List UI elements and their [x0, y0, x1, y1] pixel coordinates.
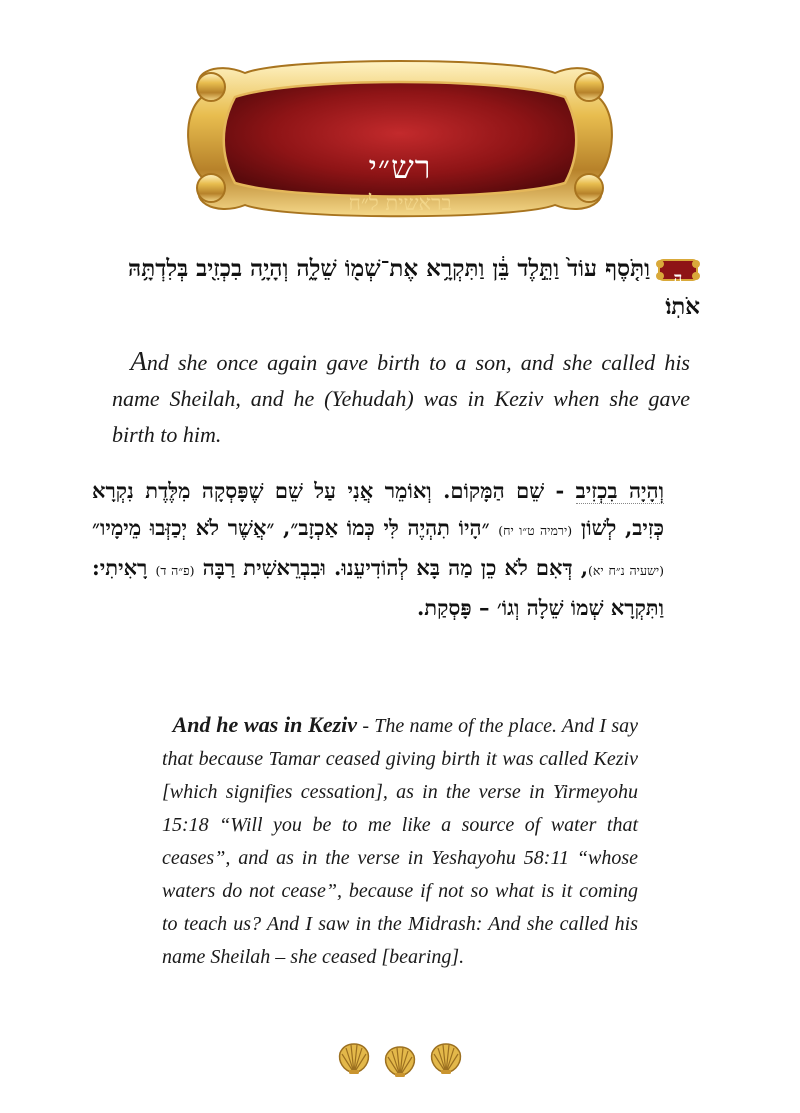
shell-icon — [337, 1043, 371, 1075]
commentary-ref-2: (ישעיה נ״ח יא) — [588, 563, 665, 578]
banner-title: רש״י — [368, 148, 432, 186]
verse-hebrew — [95, 250, 700, 326]
shell-ornament — [337, 1043, 463, 1077]
commentary-english-text: - The name of the place. And I say that because Tamar ceased giving birth it was called Keziv [which signifies cessation], as in the verse in Yirmeyohu 15:18 “Will you be to me like a source of water that ceases”, and as in the verse in Yeshayohu 58:11 “whose waters do not cease”, because if not so what is it coming to teach us? And I saw in the Midrash: And she called his name Sheilah – she ceased [bearing]. — [162, 715, 638, 968]
commentary-ref-3: (פ״ה ד) — [155, 563, 195, 578]
verse-hebrew-text: וַתֹּ֤סֶף עוֹד֙ וַתֵּ֣לֶד בֵּ֔ן וַתִּקְרָ֥א אֶת־שְׁמ֖וֹ שֵׁלָ֑ה וְהָיָ֥ה בִכְזִ֖יב בְּלִדְתָּ֥הּ אֹתֽוֹ׃ — [128, 255, 700, 320]
commentary-ref-1: (ירמיה ט״ו יח) — [498, 523, 573, 538]
verse-badge — [656, 257, 700, 287]
commentary-hebrew-part2: ״הָיוֹ תִהְיֶה לִּי כְּמוֹ אַכְזָב״, ״אֲשֶׁר לֹא יְכַזְּבוּ מֵימָיו״ — [92, 515, 499, 540]
banner-subtitle: בראשית ל״ח — [348, 191, 452, 215]
verse-english-initial: A — [130, 346, 147, 376]
verse-english-text: nd she once again gave birth to a son, and she called his name Sheilah, and he (Yehudah) was in Keziv when she gave birth to him. — [112, 350, 690, 447]
shell-icon — [383, 1046, 417, 1078]
verse-number: ה — [673, 269, 683, 287]
verse-english — [112, 343, 690, 453]
commentary-english — [162, 708, 638, 974]
commentary-english-lead: And he was in Keziv — [172, 712, 358, 737]
commentary-hebrew-part1: - שֵׁם הַמָּקוֹם. וְאוֹמֵר אֲנִי עַל שֵׁם שֶׁפָּסְקָה מִלֶּדֶת נִקְרָא כְּזִיב, לְשׁוֹן — [92, 478, 664, 540]
commentary-hebrew-part4: רָאִיתִי: וַתִּקְרָא שְׁמוֹ שֵׁלָה וְגוֹ׳ – פָּסְקַת. — [92, 555, 664, 620]
commentary-hebrew — [92, 472, 664, 626]
scroll-banner — [175, 55, 625, 220]
commentary-hebrew-part3: , דְּאִם לֹא כֵן מַה בָּא לְהוֹדִיעֵנוּ. וּבִבְרֵאשִׁית רַבָּה — [194, 555, 589, 580]
shell-icon — [429, 1043, 463, 1075]
commentary-dibur: וְהָיָה בִכְזִיב — [575, 478, 664, 503]
